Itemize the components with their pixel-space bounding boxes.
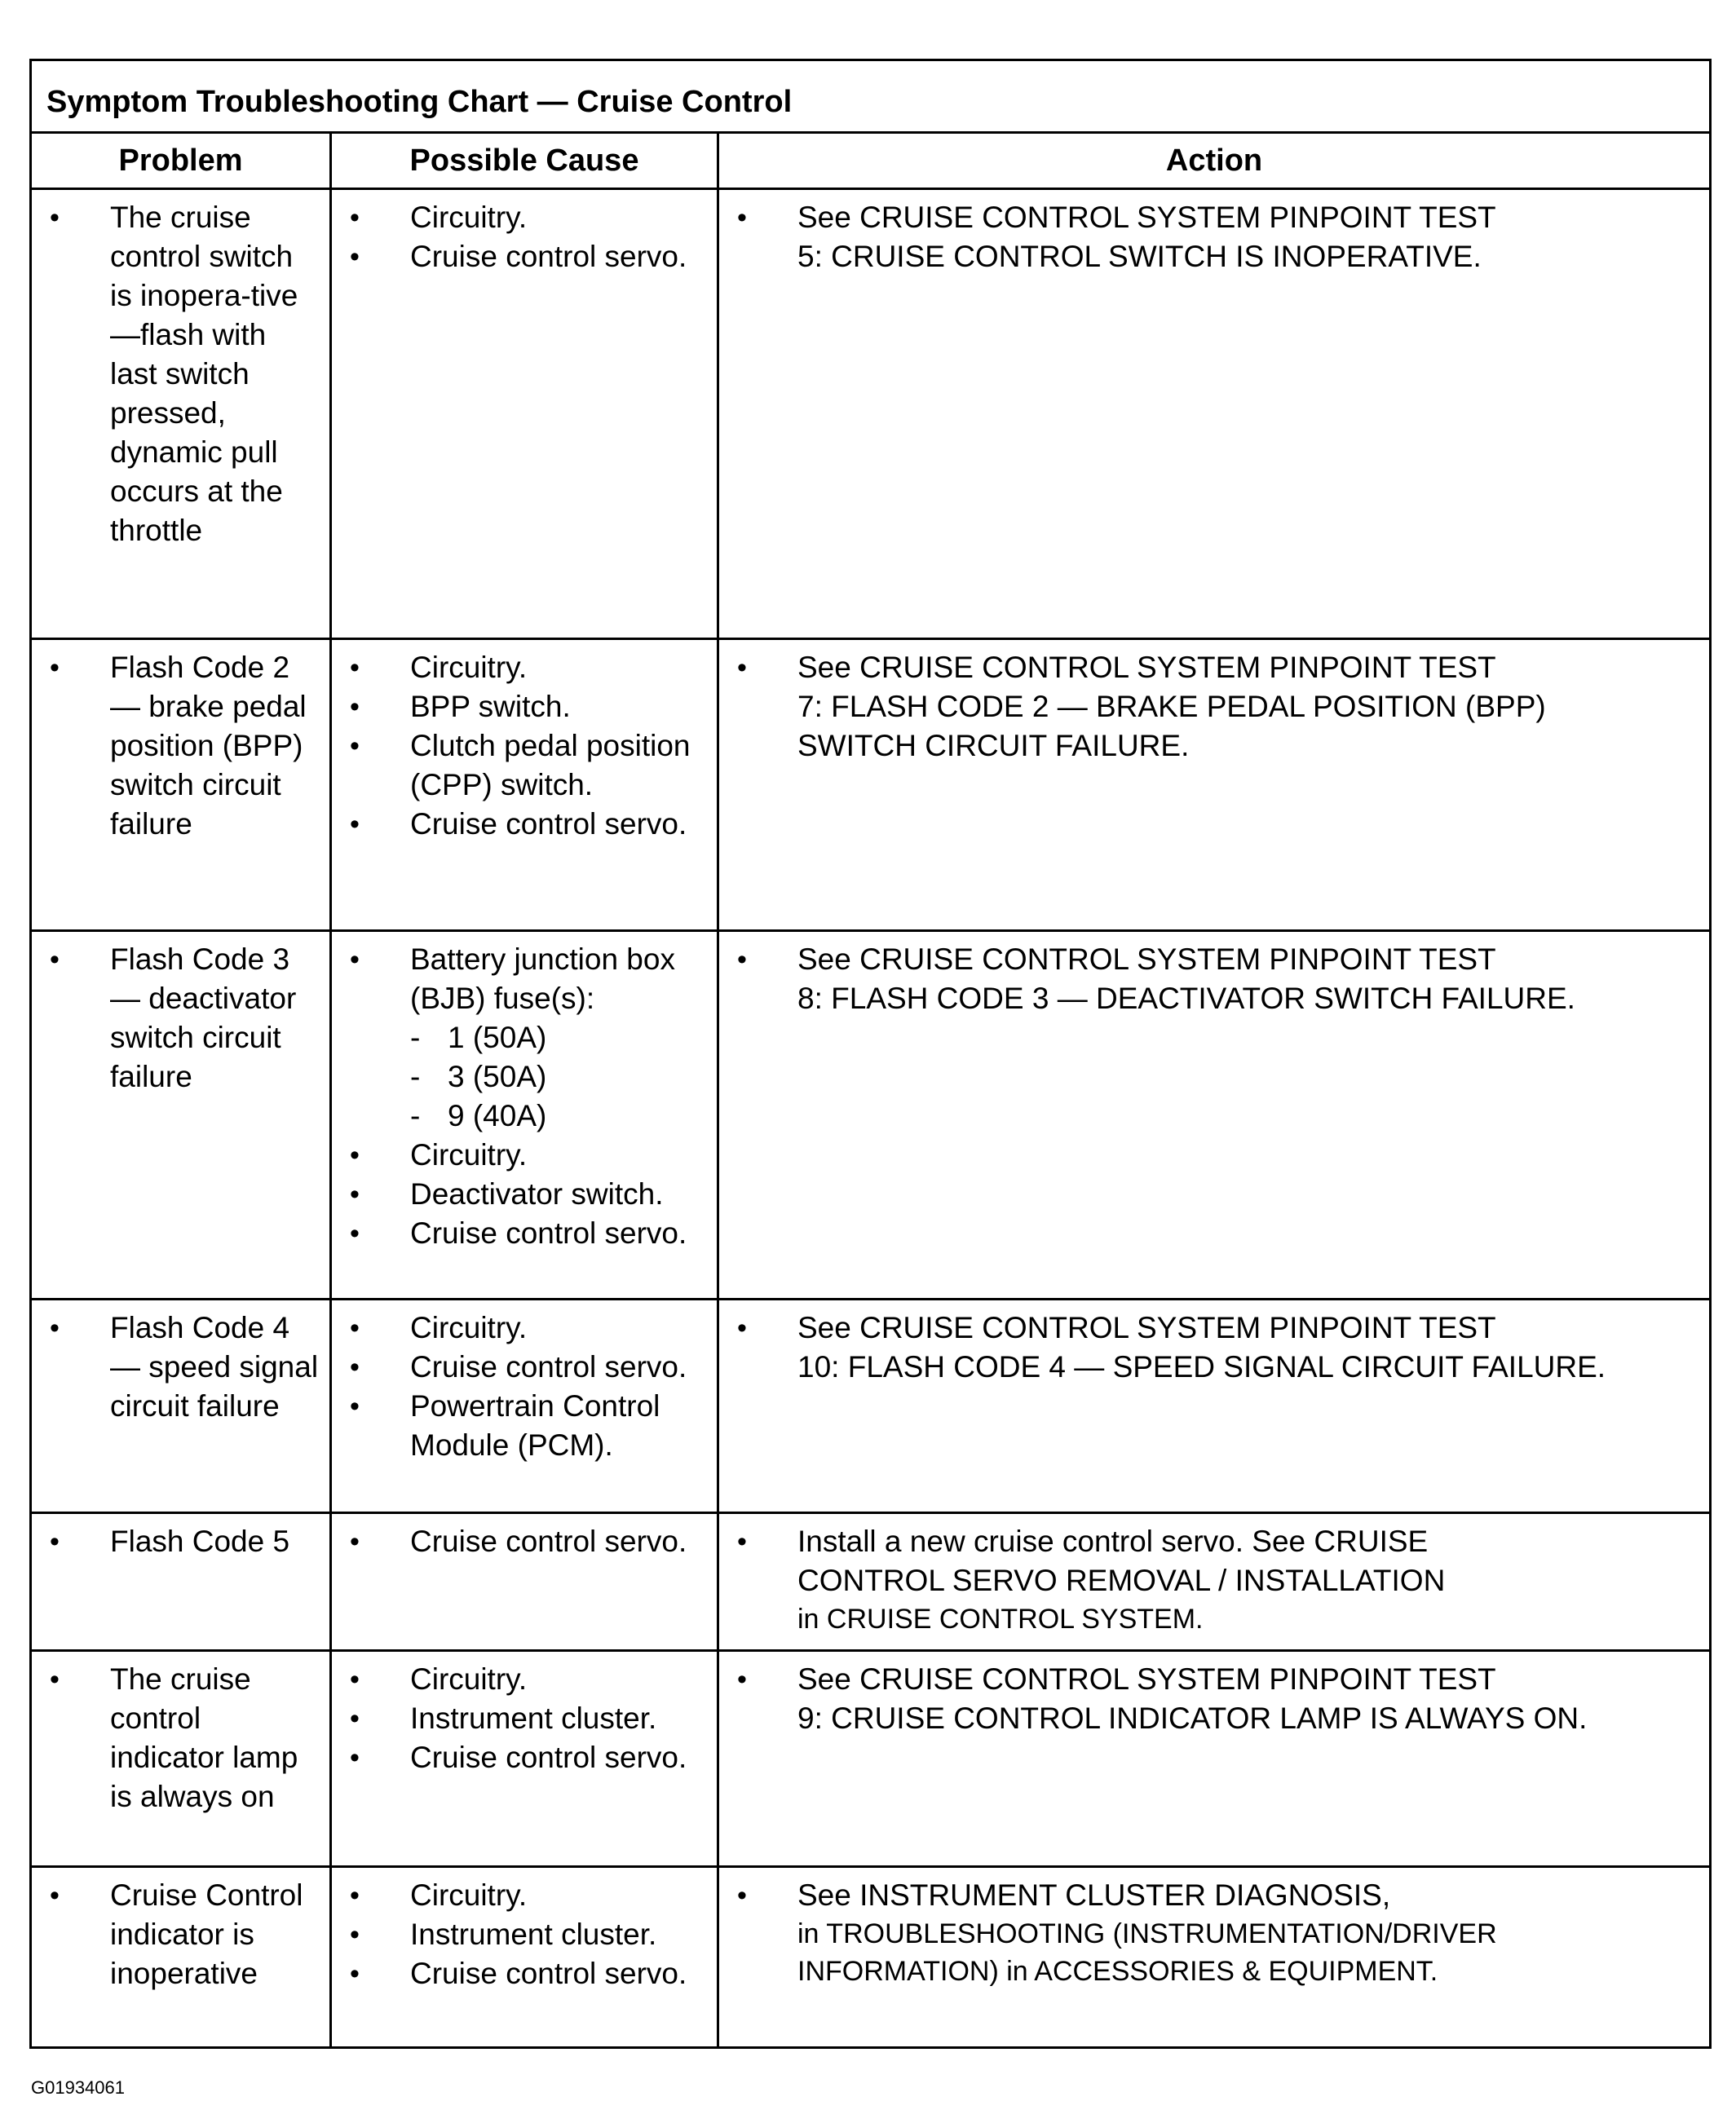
- cause-item: [332, 1699, 709, 1738]
- troubleshooting-table: [29, 59, 1712, 2049]
- action-line: • See CRUISE CONTROL SYSTEM PINPOINT TEST: [797, 942, 1496, 976]
- problem-text: • Flash Code 4 — speed signal circuit failure: [32, 1309, 321, 1426]
- action-cell: [718, 639, 1711, 931]
- cause-cell: [331, 1867, 718, 2048]
- problem-text: • Flash Code 5: [32, 1522, 321, 1561]
- action-item: [719, 198, 1701, 276]
- cause-item: [332, 237, 709, 276]
- cause-text: Cruise control servo.: [410, 1957, 687, 1990]
- action-line: • See CRUISE CONTROL SYSTEM PINPOINT TEST: [797, 651, 1496, 684]
- cause-text: Cruise control servo.: [410, 1350, 687, 1384]
- problem-cell: [31, 1867, 331, 2048]
- cause-item: [332, 940, 709, 1136]
- cause-text: Cruise control servo.: [410, 807, 687, 841]
- dash-marker: -: [410, 1060, 421, 1093]
- action-line: in TROUBLESHOOTING (INSTRUMENTATION/DRIVER: [797, 1918, 1497, 1949]
- action-line: 9: CRUISE CONTROL INDICATOR LAMP IS ALWAYS ON.: [797, 1701, 1588, 1735]
- problem-cell: [31, 1651, 331, 1867]
- action-cell: [718, 1651, 1711, 1867]
- fuse-text: 3 (50A): [448, 1060, 547, 1093]
- header-action: Action: [718, 133, 1711, 189]
- cause-item: [332, 1309, 709, 1348]
- fuse-text: 9 (40A): [448, 1099, 547, 1132]
- dash-marker: -: [410, 1021, 421, 1054]
- action-cell: [718, 931, 1711, 1300]
- cause-text: Instrument cluster.: [410, 1918, 657, 1951]
- cause-item: [332, 1660, 709, 1699]
- cause-item: [332, 1738, 709, 1777]
- fuse-list: [410, 1018, 709, 1136]
- header-problem: Problem: [31, 133, 331, 189]
- cause-item: [332, 687, 709, 726]
- problem-text: • The cruise control switch is inopera-tive—flash with last switch pressed, dynamic pull occurs at the throttle: [32, 198, 321, 550]
- problem-cell: [31, 1300, 331, 1513]
- cause-text: Circuitry.: [410, 1878, 528, 1912]
- cause-item: [332, 198, 709, 237]
- problem-text: • Cruise Control indicator is inoperative: [32, 1876, 321, 1993]
- problem-text: • Flash Code 3 — deactivator switch circuit failure: [32, 940, 321, 1097]
- cause-text: BPP switch.: [410, 690, 571, 723]
- action-item: [719, 648, 1701, 766]
- action-line: INFORMATION) in ACCESSORIES & EQUIPMENT.: [797, 1956, 1438, 1987]
- table-row: [31, 639, 1711, 931]
- table-row: [31, 1300, 1711, 1513]
- dash-marker: -: [410, 1099, 421, 1132]
- action-item: [719, 1660, 1701, 1738]
- action-cell: [718, 1867, 1711, 2048]
- cause-item: [332, 805, 709, 844]
- figure-code: G01934061: [31, 2077, 125, 2098]
- action-item: [719, 1522, 1701, 1638]
- cause-item: [332, 1954, 709, 1993]
- action-line: SWITCH CIRCUIT FAILURE.: [797, 729, 1190, 762]
- action-line: CONTROL SERVO REMOVAL / INSTALLATION: [797, 1564, 1446, 1597]
- problem-text: • Flash Code 2 — brake pedal position (BPP) switch circuit failure: [32, 648, 321, 844]
- cause-item: [332, 648, 709, 687]
- cause-item: [332, 1915, 709, 1954]
- cause-cell: [331, 639, 718, 931]
- action-line: in CRUISE CONTROL SYSTEM.: [797, 1604, 1204, 1635]
- cause-text: Cruise control servo.: [410, 240, 687, 273]
- cause-item: • Deactivator switch.: [332, 1175, 709, 1214]
- action-cell: [718, 1300, 1711, 1513]
- cause-text: Powertrain Control Module (PCM).: [410, 1389, 660, 1462]
- cause-cell: [331, 1651, 718, 1867]
- cause-text: Cruise control servo.: [410, 1525, 687, 1558]
- cause-item: [332, 1348, 709, 1387]
- table-row: [31, 1651, 1711, 1867]
- action-line: 7: FLASH CODE 2 — BRAKE PEDAL POSITION (BPP): [797, 690, 1546, 723]
- cause-cell: [331, 1300, 718, 1513]
- cause-text: Battery junction box (BJB) fuse(s):: [410, 942, 675, 1015]
- cause-text: Circuitry.: [410, 651, 528, 684]
- cause-item: [332, 1387, 709, 1465]
- cause-item: [332, 726, 709, 805]
- action-cell: [718, 1513, 1711, 1651]
- action-line: • See CRUISE CONTROL SYSTEM PINPOINT TEST: [797, 201, 1496, 234]
- action-item: [719, 1309, 1701, 1387]
- header-possible-cause: Possible Cause: [331, 133, 718, 189]
- cause-cell: [331, 931, 718, 1300]
- cause-text: Clutch pedal position (CPP) switch.: [410, 729, 691, 801]
- action-line: • See CRUISE CONTROL SYSTEM PINPOINT TEST: [797, 1311, 1496, 1344]
- problem-cell: [31, 639, 331, 931]
- action-line: • See INSTRUMENT CLUSTER DIAGNOSIS,: [797, 1878, 1391, 1912]
- table-row: [31, 1513, 1711, 1651]
- table-row: [31, 189, 1711, 639]
- table-body: [31, 189, 1711, 2048]
- fuse-item: [410, 1057, 709, 1097]
- problem-cell: [31, 1513, 331, 1651]
- fuse-item: [410, 1097, 709, 1136]
- table-row: [31, 1867, 1711, 2048]
- cause-item: • Circuitry.: [332, 1136, 709, 1175]
- fuse-item: [410, 1018, 709, 1057]
- action-line: • Install a new cruise control servo. See CRUISE: [797, 1525, 1429, 1558]
- table-title: Symptom Troubleshooting Chart — Cruise Control: [31, 60, 1711, 133]
- action-item: [719, 940, 1701, 1018]
- action-line: 10: FLASH CODE 4 — SPEED SIGNAL CIRCUIT FAILURE.: [797, 1350, 1606, 1384]
- cause-text: Circuitry.: [410, 1662, 528, 1696]
- cause-item: [332, 1876, 709, 1915]
- action-cell: [718, 189, 1711, 639]
- cause-text: Instrument cluster.: [410, 1701, 657, 1735]
- problem-cell: [31, 189, 331, 639]
- action-line: • See CRUISE CONTROL SYSTEM PINPOINT TEST: [797, 1662, 1496, 1696]
- action-line: 8: FLASH CODE 3 — DEACTIVATOR SWITCH FAILURE.: [797, 982, 1575, 1015]
- fuse-text: 1 (50A): [448, 1021, 547, 1054]
- table-row: [31, 931, 1711, 1300]
- cause-text: Circuitry.: [410, 1311, 528, 1344]
- cause-item: [332, 1522, 709, 1561]
- action-line: 5: CRUISE CONTROL SWITCH IS INOPERATIVE.: [797, 240, 1482, 273]
- action-item: [719, 1876, 1701, 1990]
- cause-cell: [331, 189, 718, 639]
- cause-item: • Cruise control servo.: [332, 1214, 709, 1253]
- problem-cell: [31, 931, 331, 1300]
- problem-text: • The cruise control indicator lamp is always on: [32, 1660, 321, 1816]
- cause-text: Circuitry.: [410, 201, 528, 234]
- cause-cell: [331, 1513, 718, 1651]
- cause-text: Cruise control servo.: [410, 1741, 687, 1774]
